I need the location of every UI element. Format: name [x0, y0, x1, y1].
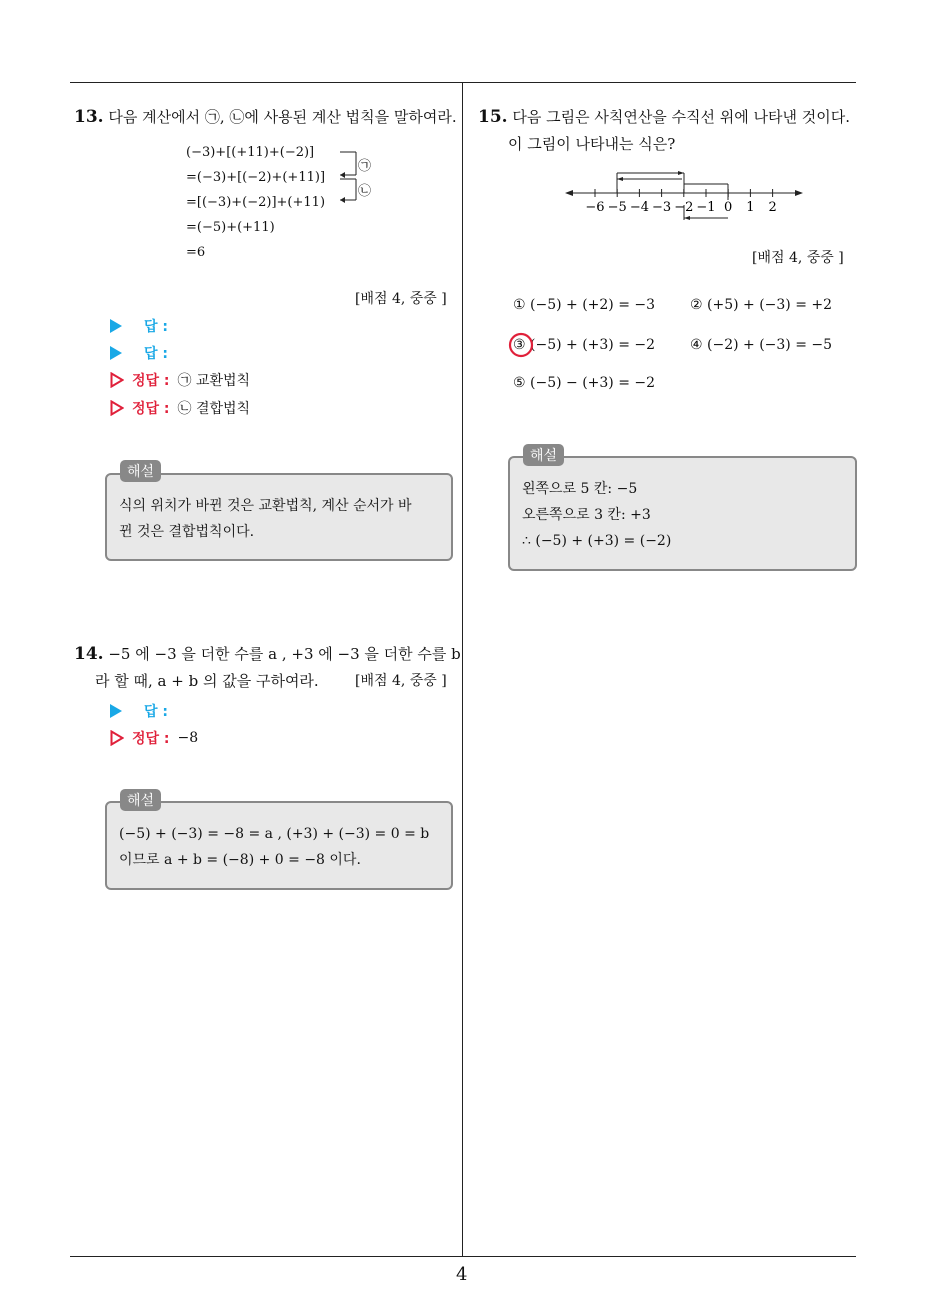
- explanation-box: [105, 801, 453, 890]
- mark-nieun: ㉡: [358, 184, 372, 199]
- explanation-box: [508, 456, 857, 571]
- number-line-diagram: [560, 160, 810, 228]
- mark-giyeok: ㉠: [358, 159, 372, 174]
- blue-triangle-icon: [110, 704, 122, 718]
- column-divider: [462, 82, 463, 1257]
- explanation-line: 뀐 것은 결합법칙이다.: [119, 524, 255, 540]
- number-line-tick-label: −5: [607, 200, 627, 215]
- calc-line: =[(−3)+(−2)]+(+11): [186, 195, 326, 210]
- score-label: [배점 4, 중중 ]: [355, 291, 447, 307]
- correct-answer-label: 정답 :: [132, 373, 170, 389]
- calc-line: =(−3)+[(−2)+(+11)]: [186, 170, 326, 185]
- blue-triangle-icon: [110, 346, 122, 360]
- question-text-line2: 이 그림이 나타내는 식은?: [508, 135, 676, 153]
- correct-answer-1: [110, 370, 250, 390]
- bottom-rule: [70, 1256, 856, 1257]
- question-13: [74, 104, 459, 131]
- explanation-box: [105, 473, 453, 561]
- score-label: [배점 4, 중중 ]: [752, 250, 844, 266]
- correct-answer-label: 정답 :: [132, 731, 170, 747]
- answer-label: 답 :: [144, 319, 168, 335]
- question-text-line1: −5 에 −3 을 더한 수를 a , +3 에 −3 을 더한 수를 b: [108, 645, 461, 663]
- red-triangle-icon: [110, 400, 124, 416]
- choice-1[interactable]: ① (−5) + (+2) = −3: [513, 297, 656, 313]
- explanation-line: 식의 위치가 바뀐 것은 교환법칙, 계산 순서가 바: [119, 498, 412, 514]
- calc-line: (−3)+[(+11)+(−2)]: [186, 145, 315, 160]
- question-15: [478, 104, 863, 158]
- question-number: 15.: [478, 107, 508, 127]
- number-line-tick-label: 2: [768, 200, 777, 215]
- explanation-line: ∴ (−5) + (+3) = (−2): [522, 533, 672, 549]
- explanation-line: 오른쪽으로 3 칸: +3: [522, 507, 651, 523]
- calculation-steps: [186, 140, 325, 265]
- top-rule: [70, 82, 856, 83]
- red-circle-mark-icon: [506, 330, 536, 360]
- correct-answer: [110, 728, 198, 748]
- choice-2[interactable]: ② (+5) + (−3) = +2: [690, 297, 833, 313]
- red-triangle-icon: [110, 372, 124, 388]
- answer-label: 답 :: [144, 346, 168, 362]
- explanation-line: (−5) + (−3) = −8 = a , (+3) + (−3) = 0 = b: [119, 826, 430, 842]
- answer-blank: [110, 701, 168, 721]
- number-line-tick-label: −3: [652, 200, 672, 215]
- correct-answer-2: [110, 398, 250, 418]
- correct-answer-value: ㉠ 교환법칙: [177, 373, 251, 389]
- question-14: [74, 641, 459, 695]
- number-line-tick-label: 1: [746, 200, 755, 215]
- number-line-tick-label: −4: [629, 200, 649, 215]
- red-triangle-icon: [110, 730, 124, 746]
- explanation-tag: 해설: [120, 789, 161, 811]
- correct-answer-label: 정답 :: [132, 401, 170, 417]
- number-line-tick-label: −1: [696, 200, 716, 215]
- choice-4[interactable]: ④ (−2) + (−3) = −5: [690, 337, 833, 353]
- correct-answer-value: ㉡ 결합법칙: [177, 401, 251, 417]
- page-number: 4: [456, 1264, 468, 1285]
- choice-3[interactable]: ③ (−5) + (+3) = −2: [513, 337, 656, 353]
- question-text-line2: 라 할 때, a + b 의 값을 구하여라.: [95, 672, 319, 690]
- explanation-line: 이므로 a + b = (−8) + 0 = −8 이다.: [119, 852, 361, 868]
- question-text-line1: 다음 그림은 사칙연산을 수직선 위에 나타낸 것이다.: [512, 108, 851, 126]
- number-line-tick-label: 0: [724, 200, 733, 215]
- calc-line: =(−5)+(+11): [186, 220, 275, 235]
- question-number: 13.: [74, 107, 104, 127]
- explanation-tag: 해설: [120, 460, 161, 482]
- correct-answer-value: −8: [177, 730, 199, 746]
- question-text: 다음 계산에서 ㉠, ㉡에 사용된 계산 법칙을 말하여라.: [108, 108, 457, 126]
- choice-5[interactable]: ⑤ (−5) − (+3) = −2: [513, 375, 656, 391]
- number-line-tick-label: −6: [585, 200, 605, 215]
- calc-line: =6: [186, 245, 206, 260]
- score-label: [배점 4, 중중 ]: [355, 673, 447, 689]
- explanation-line: 왼쪽으로 5 칸: −5: [522, 481, 638, 497]
- number-line-tick-label: −2: [674, 200, 694, 215]
- question-number: 14.: [74, 644, 104, 664]
- answer-label: 답 :: [144, 704, 168, 720]
- answer-blank-2: [110, 343, 168, 363]
- explanation-tag: 해설: [523, 444, 564, 466]
- answer-blank-1: [110, 316, 168, 336]
- blue-triangle-icon: [110, 319, 122, 333]
